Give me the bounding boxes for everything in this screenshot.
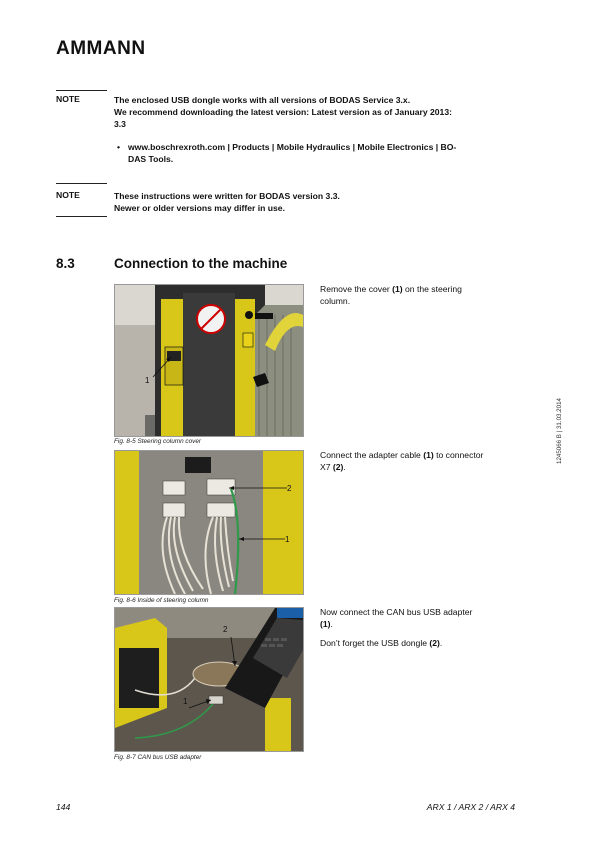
- model-designation: ARX 1 / ARX 2 / ARX 4: [426, 802, 515, 812]
- note-line: 3.3: [114, 119, 126, 129]
- figure-caption: Fig. 8-6 Inside of steering column: [114, 597, 209, 604]
- note-label: NOTE: [56, 190, 80, 200]
- reference: (2): [332, 461, 344, 472]
- figure-caption: Fig. 8-7 CAN bus USB adapter: [114, 754, 202, 761]
- instruction-paragraph: [320, 450, 520, 474]
- text: on the steering: [402, 284, 462, 294]
- text: to connector: [433, 450, 484, 460]
- instruction-paragraph: [320, 638, 520, 650]
- note-rule-bottom: [56, 216, 107, 217]
- figure-steering-column-cover: [114, 284, 304, 437]
- section-title: Connection to the machine: [114, 256, 288, 271]
- ammann-logo: AMMANN: [56, 38, 146, 59]
- text: Connect the adapter cable: [320, 450, 424, 460]
- note-line: These instructions were written for BODAS version 3.3.: [114, 191, 340, 201]
- callout-2: 2: [223, 625, 228, 634]
- text: .: [343, 461, 346, 472]
- note-bullet: [114, 141, 514, 165]
- note-rule-top: [56, 90, 107, 91]
- bullet-dot: •: [117, 142, 121, 152]
- section-number: 8.3: [56, 256, 75, 271]
- note-line: Newer or older versions may differ in use.: [114, 203, 285, 213]
- text: .: [439, 637, 443, 648]
- text: column.: [320, 295, 351, 306]
- figure-can-bus-usb-adapter: [114, 607, 304, 752]
- reference: (1): [423, 450, 434, 460]
- text: X7: [320, 461, 333, 472]
- callout-2: 2: [287, 484, 292, 493]
- figure-caption: Fig. 8-5 Steering column cover: [114, 438, 202, 445]
- reference: (2): [429, 637, 440, 648]
- note-line: We recommend downloading the latest version: Latest version as of January 2013:: [114, 107, 452, 117]
- page-number: 144: [56, 802, 71, 812]
- bullet-line: DAS Tools.: [128, 154, 174, 164]
- note-line: The enclosed USB dongle works with all versions of BODAS Service 3.x.: [114, 95, 411, 105]
- figure-inside-steering-column: [114, 450, 304, 595]
- note-label: NOTE: [56, 94, 80, 104]
- callout-1: 1: [183, 697, 188, 706]
- reference: (1): [320, 618, 331, 629]
- bullet-line: www.boschrexroth.com | Products | Mobile Hydraulics | Mobile Electronics | BO-: [128, 142, 457, 152]
- note-body: [114, 190, 514, 214]
- text: Don’t forget the USB dongle: [320, 637, 430, 648]
- instruction-paragraph: [320, 607, 520, 631]
- text: .: [330, 618, 333, 629]
- figure-2-description: [320, 450, 520, 481]
- note-body: [114, 94, 514, 130]
- callout-1: 1: [145, 376, 150, 385]
- figure-1-description: [320, 284, 520, 315]
- bullet-text: [128, 141, 513, 165]
- reference: (1): [392, 284, 403, 294]
- text: Remove the cover: [320, 284, 393, 294]
- text: Now connect the CAN bus USB adapter: [320, 607, 473, 617]
- instruction-paragraph: [320, 284, 520, 308]
- document-id: 1245066 B | 31.03.2014: [556, 398, 563, 464]
- figure-3-description: [320, 607, 520, 656]
- note-rule-top: [56, 183, 107, 184]
- callout-1: 1: [285, 535, 290, 544]
